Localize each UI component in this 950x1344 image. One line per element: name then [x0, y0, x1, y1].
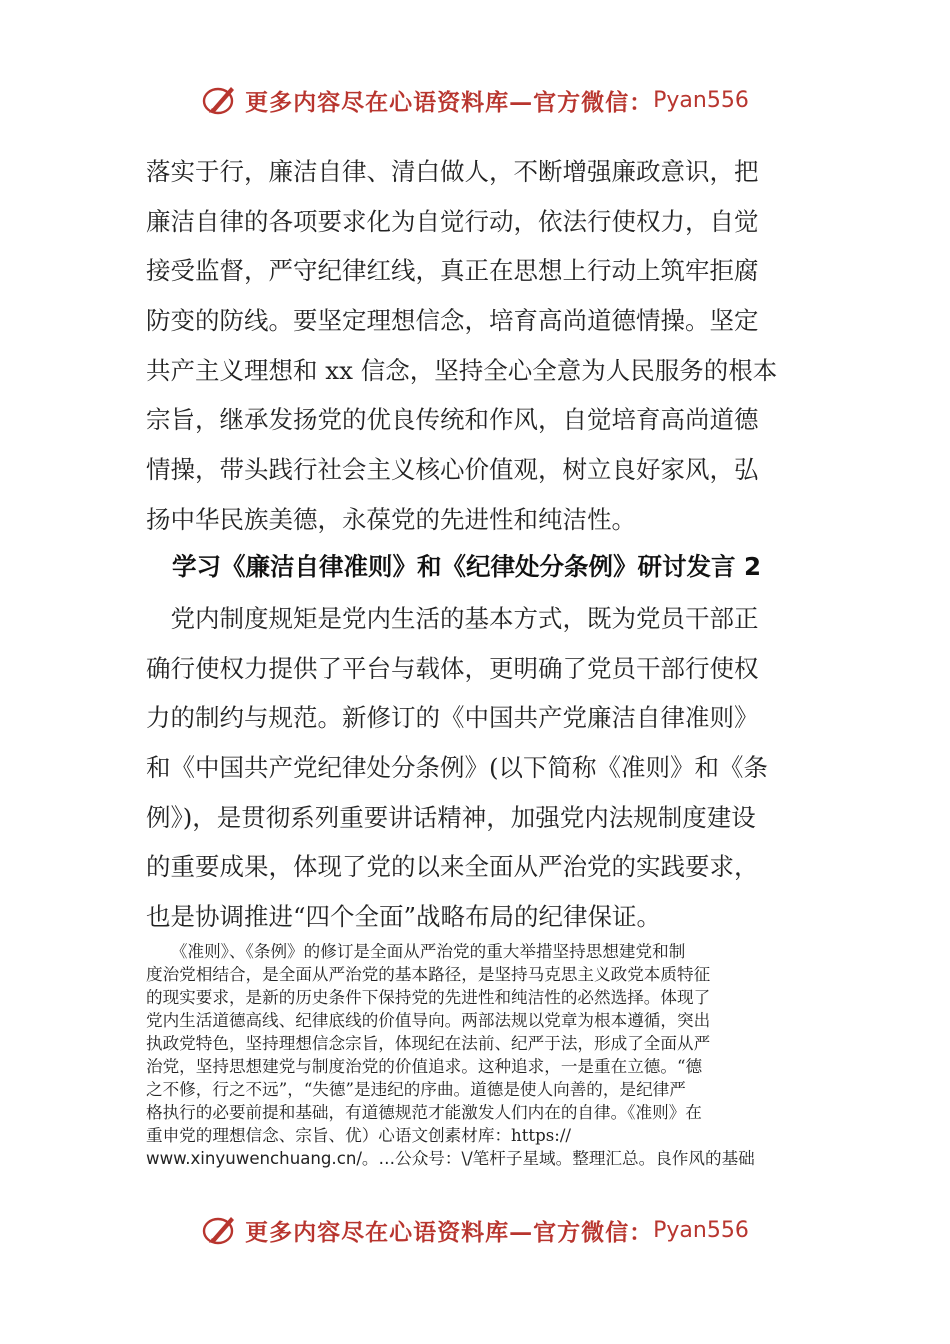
- paragraph-small: [146, 940, 810, 1170]
- text-line: 之不修，行之不远”，“失德”是违纪的序曲。道德是使人向善的，是纪律严: [146, 1080, 686, 1099]
- text-line: 接受监督，严守纪律红线，真正在思想上行动上筑牢拒腐: [146, 256, 759, 286]
- text-line: 度治党相结合，是全面从严治党的基本路径，是坚持马克思主义政党本质特征: [146, 965, 711, 984]
- footer-banner: [0, 1210, 950, 1250]
- text-line: 共产主义理想和 xx 信念，坚持全心全意为人民服务的根本: [146, 355, 778, 385]
- text-line: 党内生活道德高线、纪律底线的价值导向。两部法规以党章为根本遵循，突出: [146, 1011, 711, 1030]
- text-line: 落实于行，廉洁自律、清白做人，不断增强廉政意识，把: [146, 157, 759, 186]
- text-line: 宗旨，继承发扬党的优良传统和作风，自觉培育高尚道德: [146, 405, 759, 435]
- text-line: 力的制约与规范。新修订的《中国共产党廉洁自律准则》: [146, 703, 759, 733]
- text-line: 和《中国共产党纪律处分条例》(以下简称《准则》和《条: [146, 753, 769, 783]
- header-banner: [0, 80, 950, 120]
- text-line: 也是协调推进“四个全面”战略布局的纪律保证。: [146, 902, 662, 932]
- quill-pen-logo-icon: [201, 83, 239, 117]
- text-line: 确行使权力提供了平台与载体，更明确了党员干部行使权: [146, 653, 759, 683]
- banner-wechat-id: Pyan556: [653, 1217, 749, 1243]
- banner-text: 更多内容尽在心语资料库—官方微信：: [245, 1218, 654, 1246]
- text-line: 的重要成果，体现了党的以来全面从严治党的实践要求，: [146, 852, 759, 882]
- section-heading: 学习《廉洁自律准则》和《纪律处分条例》研讨发言 2: [172, 552, 762, 581]
- paragraph-continued: [146, 147, 806, 545]
- url-text-line: www.xinyuwenchuang.cn/。…公众号：\/笔杆子星域。整理汇总。良作风的基础: [146, 1149, 755, 1168]
- text-line: 格执行的必要前提和基础，有道德规范才能激发人们内在的自律。《准则》在: [146, 1103, 702, 1122]
- text-line: 廉洁自律的各项要求化为自觉行动，依法行使权力，自觉: [146, 206, 759, 236]
- banner-text: 更多内容尽在心语资料库—官方微信：: [245, 88, 654, 116]
- banner-wechat-id: Pyan556: [653, 87, 749, 113]
- paragraph-intro: [146, 594, 806, 942]
- text-line: 治党，坚持思想建党与制度治党的价值追求。这种追求，一是重在立德。“德: [146, 1057, 703, 1076]
- text-line: 例》)，是贯彻系列重要讲话精神，加强党内法规制度建设: [146, 802, 756, 832]
- text-line: 《准则》、《条例》的修订是全面从严治党的重大举措坚持思想建党和制: [146, 942, 686, 961]
- text-line: 的现实要求，是新的历史条件下保持党的先进性和纯洁性的必然选择。体现了: [146, 988, 711, 1007]
- text-line: 扬中华民族美德，永葆党的先进性和纯洁性。: [146, 504, 636, 534]
- quill-pen-logo-icon: [201, 1213, 239, 1247]
- text-line: 执政党特色，坚持理想信念宗旨，体现纪在法前、纪严于法，形成了全面从严: [146, 1034, 711, 1053]
- text-line: 防变的防线。要坚定理想信念，培育高尚道德情操。坚定: [146, 306, 759, 336]
- text-line: 重申党的理想信念、宗旨、优）心语文创素材库：https://: [146, 1126, 571, 1145]
- text-line: 党内制度规矩是党内生活的基本方式，既为党员干部正: [146, 604, 759, 633]
- text-line: 情操，带头践行社会主义核心价值观，树立良好家风，弘: [146, 455, 759, 485]
